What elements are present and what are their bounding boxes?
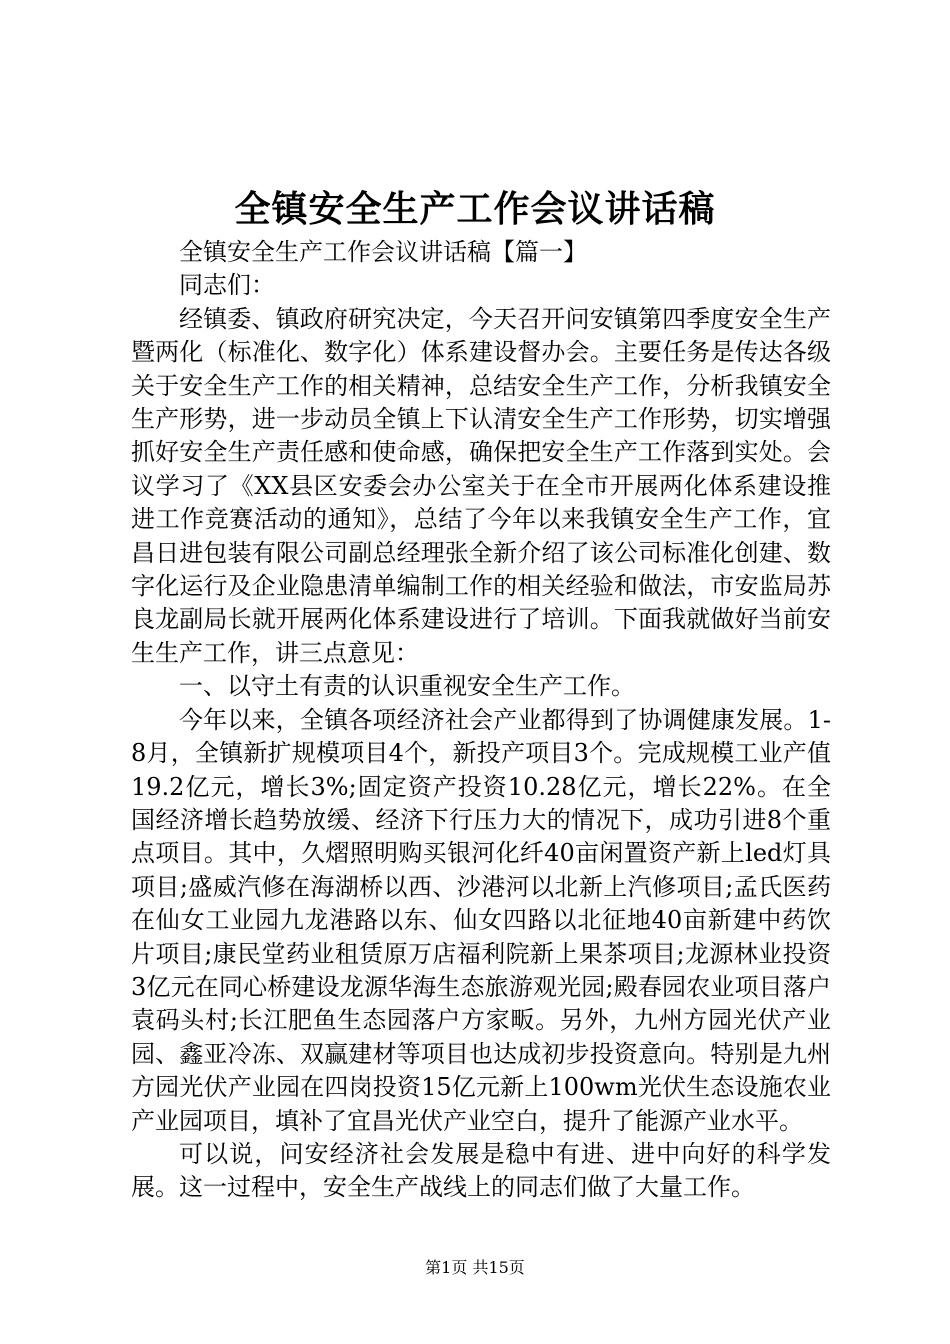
paragraph-summary: 可以说，问安经济社会发展是稳中有进、进中向好的科学发展。这一过程中，安全生产战线上的同志们做了大量工作。 [131,1139,831,1202]
paragraph-point-one-heading: 一、以守土有责的认识重视安全生产工作。 [179,672,635,701]
document-title: 全镇安全生产工作会议讲话稿 [234,188,716,230]
document-body [131,236,831,1205]
paragraph-section-heading: 全镇安全生产工作会议讲话稿【篇一】 [179,238,587,266]
paragraph-salutation: 同志们： [179,271,275,300]
paragraph-economy: 今年以来，全镇各项经济社会产业都得到了协调健康发展。1-8月，全镇新扩规模项目4个，新投产项目3个。完成规模工业产值19.2亿元，增长3%;固定资产投资10.28亿元，增长22%。在全国经济增长趋势放缓、经济下行压力大的情况下，成功引进8个重点项目。其中，久熠照明购买银河化纤40亩闲置资产新上led灯具项目;盛威汽修在海湖桥以西、沙港河以北新上汽修项目;孟氏医药在仙女工业园九龙港路以东、仙女四路以北征地40亩新建中药饮片项目;康民堂药业租赁原万店福利院新上果茶项目;龙源林业投资3亿元在同心桥建设龙源华海生态旅游观光园;殿春园农业项目落户袁码头村;长江肥鱼生态园落户方家畈。另外，九州方园光伏产业园、鑫亚冷冻、双赢建材等项目也达成初步投资意向。特别是九州方园光伏产业园在四岗投资15亿元新上100wm光伏生态设施农业产业园项目，填补了宜昌光伏产业空白，提升了能源产业水平。 [131,705,831,1135]
page-number-footer: 第1页 共15页 [425,1258,525,1277]
paragraph-intro: 经镇委、镇政府研究决定，今天召开问安镇第四季度安全生产暨两化（标准化、数字化）体系建设督办会。主要任务是传达各级关于安全生产工作的相关精神，总结安全生产工作，分析我镇安全生产形势，进一步动员全镇上下认清安全生产工作形势，切实增强抓好安全生产责任感和使命感，确保把安全生产工作落到实处。会议学习了《XX县区安委会办公室关于在全市开展两化体系建设推进工作竞赛活动的通知》，总结了今年以来我镇安全生产工作，宜昌日进包装有限公司副总经理张全新介绍了该公司标准化创建、数字化运行及企业隐患清单编制工作的相关经验和做法，市安监局苏良龙副局长就开展两化体系建设进行了培训。下面我就做好当前安生生产工作，讲三点意见： [131,304,831,667]
